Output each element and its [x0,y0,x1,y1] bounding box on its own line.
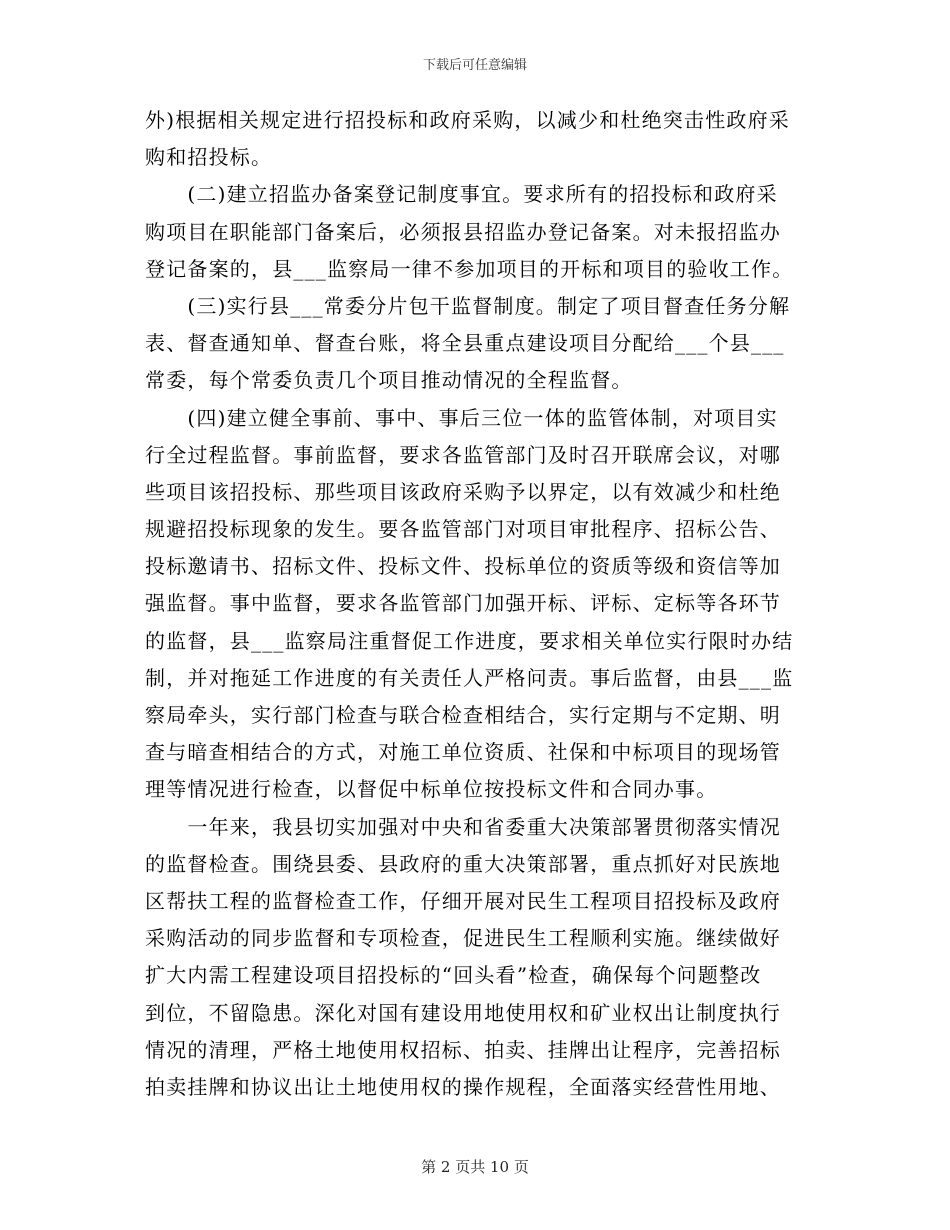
text-line: 情况的清理，严格土地使用权招标、拍卖、挂牌出让程序，完善招标 [145,1037,781,1062]
text-line: 外)根据相关规定进行招投标和政府采购，以减少和杜绝突击性政府采 [145,108,791,132]
document-body [145,102,805,1106]
text-line: 一年来，我县切实加强对中央和省委重大决策部署贯彻落实情况 [145,814,781,839]
text-line: 扩大内需工程建设项目招投标的“回头看”检查，确保每个问题整改 [145,963,762,988]
text-line: 的监督，县___监察局注重督促工作进度，要求相关单位实行限时办结 [145,628,794,653]
text-line: 采购活动的同步监督和专项检查，促进民生工程顺利实施。继续做好 [145,926,781,951]
text-line: 强监督。事中监督，要求各监管部门加强开标、评标、定标等各环节 [145,591,781,616]
text-line: 制，并对拖延工作进度的有关责任人严格问责。事后监督，由县___监 [145,665,794,690]
text-line: (二)建立招监办备案登记制度事宜。要求所有的招投标和政府采 [145,182,778,207]
text-line: 拍卖挂牌和协议出让土地使用权的操作规程，全面落实经营性用地、 [145,1074,781,1099]
text-line: 常委，每个常委负责几个项目推动情况的全程监督。 [145,368,633,393]
text-line: 区帮扶工程的监督检查工作，仔细开展对民生工程项目招投标及政府 [145,888,781,913]
text-line: 表、督查通知单、督查台账，将全县重点建设项目分配给___个县___ [145,331,785,356]
text-line: 的监督检查。围绕县委、县政府的重大决策部署，重点抓好对民族地 [145,851,781,876]
text-line: 到位，不留隐患。深化对国有建设用地使用权和矿业权出让制度执行 [145,1000,781,1025]
text-line: 购项目在职能部门备案后，必须报县招监办登记备案。对未报招监办 [145,219,781,244]
text-line: 察局牵头，实行部门检查与联合检查相结合，实行定期与不定期、明 [145,703,781,727]
text-line: 理等情况进行检查，以督促中标单位按投标文件和合同办事。 [145,777,718,802]
text-line: 查与暗查相结合的方式，对施工单位资质、社保和中标项目的现场管 [145,740,781,765]
page-number: 第 2 页共 10 页 [421,1158,529,1176]
text-line: 些项目该招投标、那些项目该政府采购予以界定，以有效减少和杜绝 [145,479,781,504]
text-line: 购和招投标。 [145,145,273,170]
text-line: 行全过程监督。事前监督，要求各监管部门及时召开联席会议，对哪 [145,442,781,467]
text-line: (四)建立健全事前、事中、事后三位一体的监管体制，对项目实 [145,405,778,430]
text-line: 登记备案的，县___监察局一律不参加项目的开标和项目的验收工作。 [145,256,794,281]
text-line: 投标邀请书、招标文件、投标文件、投标单位的资质等级和资信等加 [145,554,781,579]
text-line: (三)实行县___常委分片包干监督制度。制定了项目督查任务分解 [145,293,791,318]
page-header-note: 下载后可任意编辑 [422,58,527,73]
text-line: 规避招投标现象的发生。要各监管部门对项目审批程序、招标公告、 [145,517,781,542]
